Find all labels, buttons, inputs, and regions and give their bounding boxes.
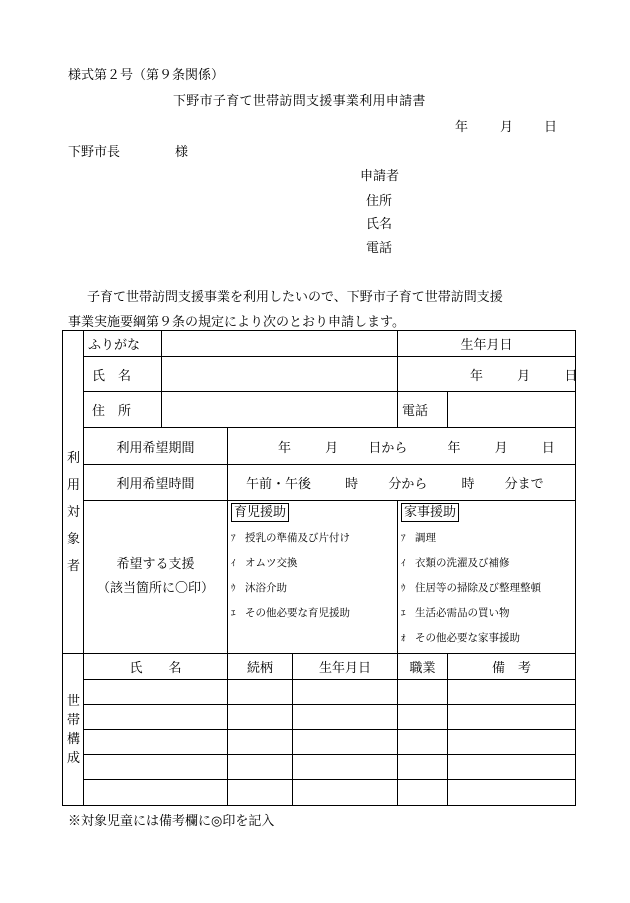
phone-label: 電話 — [398, 392, 448, 428]
furigana-field[interactable] — [162, 331, 398, 357]
intro-line-1: 子育て世帯訪問支援事業を利用したいので、下野市子育て世帯訪問支援 — [87, 290, 503, 305]
childcare-option-a[interactable]: ｱ 授乳の準備及び片付け — [231, 532, 350, 544]
housework-support-group — [398, 501, 576, 654]
household-occupation-cell[interactable] — [398, 705, 448, 730]
household-birthdate-cell[interactable] — [293, 680, 398, 705]
housework-option-b[interactable]: ｲ 衣類の洗濯及び補修 — [401, 557, 510, 569]
household-remarks-cell[interactable] — [448, 705, 576, 730]
period-label: 利用希望期間 — [84, 428, 228, 465]
household-birthdate-cell[interactable] — [293, 730, 398, 755]
household-row — [63, 780, 576, 806]
household-name-cell[interactable] — [84, 680, 228, 705]
household-row — [63, 705, 576, 730]
household-name-cell[interactable] — [84, 730, 228, 755]
date-month-label: 月 — [500, 120, 514, 135]
housework-option-c[interactable]: ｳ 住居等の掃除及び整理整頓 — [401, 582, 541, 594]
childcare-option-b[interactable]: ｲ オムツ交換 — [231, 557, 298, 569]
household-name-cell[interactable] — [84, 705, 228, 730]
housework-option-e[interactable]: ｵ その他必要な家事援助 — [401, 632, 520, 644]
user-section-side-label: 利 用 対 象 者 — [63, 331, 84, 654]
name-field[interactable] — [162, 357, 398, 392]
addressee-honorific: 様 — [175, 145, 189, 160]
housework-option-d[interactable]: ｴ 生活必需品の買い物 — [401, 607, 510, 619]
household-remarks-cell[interactable] — [448, 680, 576, 705]
household-relation-cell[interactable] — [228, 755, 293, 780]
household-relation-cell[interactable] — [228, 705, 293, 730]
household-row — [63, 730, 576, 755]
time-label: 利用希望時間 — [84, 465, 228, 501]
birthdate-field[interactable]: 年 月 日 — [398, 357, 576, 392]
household-relation-cell[interactable] — [228, 730, 293, 755]
address-label: 住 所 — [84, 392, 162, 428]
household-remarks-cell[interactable] — [448, 730, 576, 755]
application-table — [62, 330, 576, 806]
addressee-name: 下野市長 — [68, 145, 121, 160]
birthdate-label: 生年月日 — [398, 331, 576, 357]
housework-option-a[interactable]: ｱ 調理 — [401, 532, 436, 544]
childcare-option-d[interactable]: ｴ その他必要な育児援助 — [231, 607, 350, 619]
household-name-cell[interactable] — [84, 755, 228, 780]
household-col-occupation: 職業 — [398, 654, 448, 680]
household-remarks-cell[interactable] — [448, 780, 576, 806]
housework-title: 家事援助 — [401, 503, 459, 522]
household-occupation-cell[interactable] — [398, 680, 448, 705]
applicant-name-label: 氏名 — [366, 217, 393, 232]
page-title: 下野市子育て世帯訪問支援事業利用申請書 — [173, 94, 426, 109]
date-year-label: 年 — [455, 120, 469, 135]
period-field[interactable]: 年 月 日から 年 月 日 — [228, 428, 576, 465]
intro-line-2: 事業実施要綱第９条の規定により次のとおり申請します。 — [68, 315, 405, 330]
household-occupation-cell[interactable] — [398, 730, 448, 755]
household-birthdate-cell[interactable] — [293, 780, 398, 806]
childcare-option-c[interactable]: ｳ 沐浴介助 — [231, 582, 287, 594]
childcare-support-group — [228, 501, 398, 654]
address-field[interactable] — [162, 392, 398, 428]
phone-field[interactable] — [448, 392, 576, 428]
form-number: 様式第２号（第９条関係） — [68, 68, 225, 83]
household-name-cell[interactable] — [84, 780, 228, 806]
household-relation-cell[interactable] — [228, 780, 293, 806]
support-label: 希望する支援 （該当箇所に〇印） — [84, 501, 228, 654]
name-label: 氏 名 — [84, 357, 162, 392]
date-day-label: 日 — [544, 120, 558, 135]
household-occupation-cell[interactable] — [398, 755, 448, 780]
applicant-address-label: 住所 — [366, 194, 393, 209]
household-birthdate-cell[interactable] — [293, 705, 398, 730]
furigana-label: ふりがな — [84, 331, 162, 357]
household-col-remarks: 備 考 — [448, 654, 576, 680]
household-remarks-cell[interactable] — [448, 755, 576, 780]
household-col-name: 氏 名 — [84, 654, 228, 680]
household-occupation-cell[interactable] — [398, 780, 448, 806]
household-col-relation: 続柄 — [228, 654, 293, 680]
household-relation-cell[interactable] — [228, 680, 293, 705]
applicant-phone-label: 電話 — [366, 241, 393, 256]
childcare-title: 育児援助 — [231, 503, 289, 522]
household-row — [63, 680, 576, 705]
household-side-label: 世 帯 構 成 — [63, 654, 84, 806]
household-row — [63, 755, 576, 780]
time-field[interactable]: 午前・午後 時 分から 時 分まで — [228, 465, 576, 501]
footnote: ※対象児童には備考欄に◎印を記入 — [68, 814, 275, 829]
applicant-label: 申請者 — [360, 169, 400, 184]
household-birthdate-cell[interactable] — [293, 755, 398, 780]
household-col-birthdate: 生年月日 — [293, 654, 398, 680]
